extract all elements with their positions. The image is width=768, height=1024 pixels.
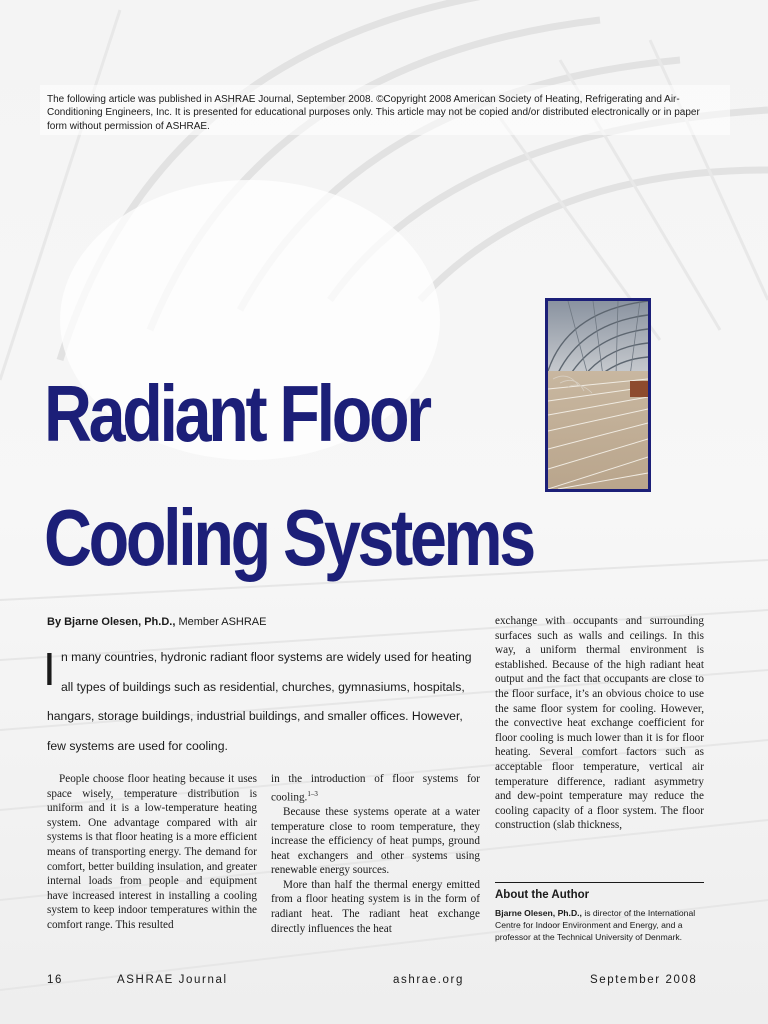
inset-photo [545,298,651,492]
article-title-line1: Radiant Floor [44,369,429,458]
author-membership: Member ASHRAE [178,616,267,628]
body-paragraph: More than half the thermal energy emitted from a floor heating system is in the form of radiant heat. The radiant heat exchange directly influences the heat [271,878,480,935]
author-name: By Bjarne Olesen, Ph.D., [47,616,176,628]
about-author-name: Bjarne Olesen, Ph.D., [495,908,582,918]
about-author-bio [495,907,704,943]
byline [47,616,266,628]
body-paragraph [271,772,480,805]
body-paragraph: People choose floor heating because it uses space wisely, temperature distribution is uniform and it is a low-temperature heating system. One advantage compared with air systems is that floor heating is a more efficient means of transporting energy. The demand for comfort, better building insulation, and greater internal loads from people and equipment have increased interest in installing a cooling system to keep indoor temperatures within the comfort range. This resulted [47,773,257,931]
body-column-1 [47,772,257,933]
body-column-2 [271,772,480,936]
about-author-heading: About the Author [495,889,590,901]
floor-cooling-pipes-photo [548,301,648,489]
lead-line: hangars, storage buildings, industrial buildings, and smaller offices. However, [47,709,463,723]
body-paragraph: Because these systems operate at a water temperature close to room temperature, they increase the efficiency of heat pumps, ground heat exchangers and other systems using renewable energy sources. [271,805,480,877]
about-divider [495,882,704,883]
drop-cap: I [43,643,56,695]
lead-line: few systems are used for cooling. [47,739,228,753]
copyright-notice: The following article was published in ASHRAE Journal, September 2008. ©Copyright 2008 American Society of Heating, Refrigerating and Air-Conditioning Engineers, Inc. It is presented for educational purposes only. This article may not be copied and/or distributed electronically or in paper form without permission of ASHRAE. [47,94,700,132]
journal-name: ASHRAE Journal [117,974,228,986]
about-author-text: is director of the International Centre for Indoor Environment and Energy, and a professor at the Technical University of Denmark. [495,908,696,942]
article-title-line2: Cooling Systems [44,493,533,582]
page-number: 16 [47,974,63,986]
issue-date: September 2008 [590,974,698,986]
body-text: in the introduction of floor systems for cooling. [271,773,480,804]
citation-ref: 1–3 [307,789,318,798]
website: ashrae.org [393,974,464,986]
lead-line: n many countries, hydronic radiant floor systems are widely used for heating [61,650,472,664]
lead-line: all types of buildings such as residential, churches, gymnasiums, hospitals, [61,680,465,694]
body-column-3 [495,614,704,833]
body-paragraph: exchange with occupants and surrounding surfaces such as walls and ceilings. In this way, a uniform thermal environment is established. Because of the high radiant heat output and the fact that occupants are close to the floor surface, it’s an obvious choice to use the same floor system for cooling. However, the convective heat exchange coefficient for floor cooling is much lower than it is for floor heating. Several comfort factors such as acceptable floor temperature, vertical air temperature difference, radiant asymmetry and dew-point temperature may reduce the cooling capacity of a floor system. The floor construction (slab thickness, [495,615,704,832]
